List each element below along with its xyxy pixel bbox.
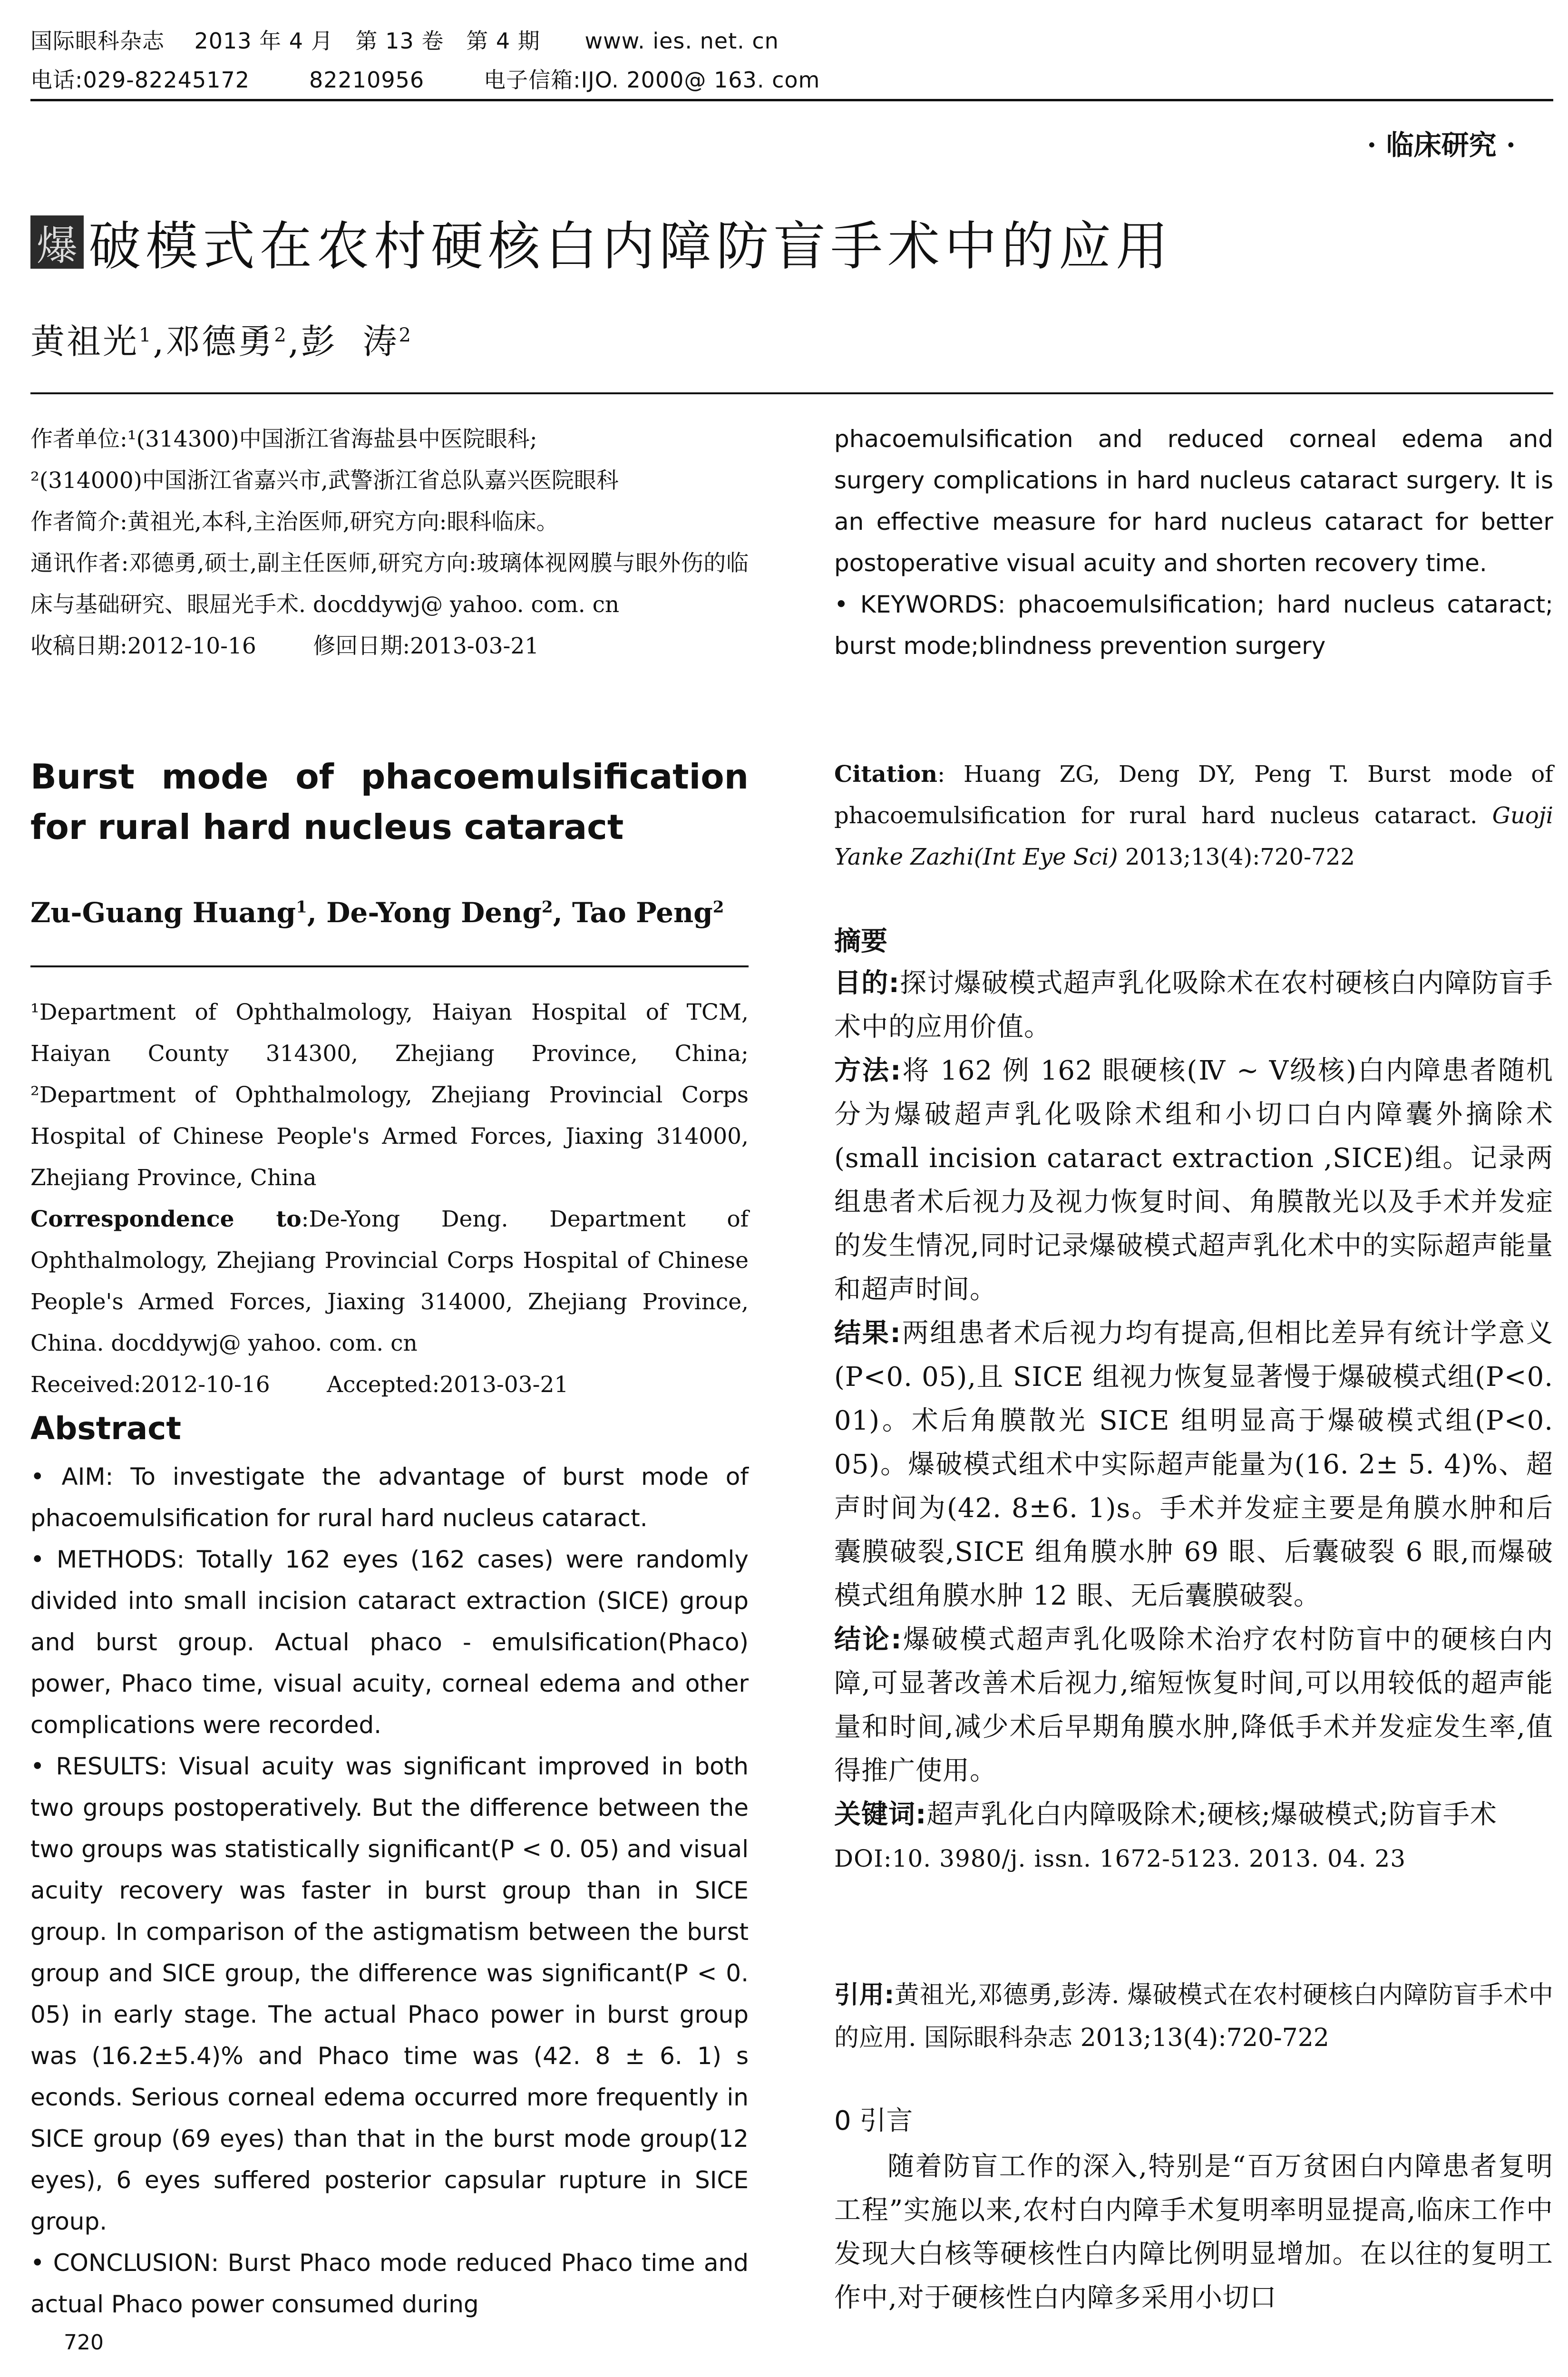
citation-label: Citation bbox=[834, 761, 938, 788]
zh-results-label: 结果: bbox=[834, 1318, 901, 1349]
en-author-2: , De-Yong Deng bbox=[307, 896, 542, 929]
english-title: Burst mode of phacoemulsification for rural hard nucleus cataract bbox=[30, 757, 749, 847]
zh-results: 两组患者术后视力均有提高,但相比差异有统计学意义(P<0. 05),且 SICE 组视力恢复显著慢于爆破模式组(P<0. 01)。术后角膜散光 SICE 组明显高于爆破模式组(P<0. 05)。爆破模式组术中实际超声能量为(16. 2± 5. 4)%、超声时间为(42. 8±6. 1)s。手术并发症主要是角膜水肿和后囊膜破裂,SICE 组角膜水肿 69 眼、后囊破裂 6 眼,而爆破模式组角膜水肿 12 眼、无后囊膜破裂。 bbox=[834, 1318, 1553, 1611]
abstract-zh-heading: 摘要 bbox=[834, 926, 887, 957]
abstract-aim: • AIM: To investigate the advantage of burst mode of phacoemulsification for rural hard nucleus cataract. bbox=[30, 1463, 749, 1532]
en-author-3-sup: 2 bbox=[712, 897, 724, 917]
abstract-conclusion-end: phacoemulsification and reduced corneal edema and surgery complications in hard nucleus cataract surgery. It is an effective measure for hard nucleus cataract for better postoperative visual acuity and shorten recovery time. bbox=[834, 425, 1553, 577]
zh-methods-label: 方法: bbox=[834, 1055, 902, 1086]
info-unit-2: ²(314000)中国浙江省嘉兴市,武警浙江省总队嘉兴医院眼科 bbox=[30, 468, 619, 494]
abstract-en-left bbox=[30, 1456, 749, 2325]
zh-citation-text: 黄祖光,邓德勇,彭涛. 爆破模式在农村硬核白内障防盲手术中的应用. 国际眼科杂志 2013;13(4):720-722 bbox=[834, 1981, 1553, 2052]
abstract-heading: Abstract bbox=[30, 1410, 181, 1447]
zh-conclusion: 爆破模式超声乳化吸除术治疗农村防盲中的硬核白内障,可显著改善术后视力,缩短恢复时间,可以用较低的超声能量和时间,减少术后早期角膜水肿,降低手术并发症发生率,值得推广使用。 bbox=[834, 1624, 1553, 1786]
abstract-methods: • METHODS: Totally 162 eyes (162 cases) were randomly divided into small incision cataract extraction (SICE) group and burst group. Actual phaco - emulsification(Phaco) power, Phaco time, visual acuity, corneal edema and other complications were recorded. bbox=[30, 1546, 749, 1739]
title-initial-badge: 爆 bbox=[30, 215, 84, 269]
affiliation-text: ¹Department of Ophthalmology, Haiyan Hospital of TCM, Haiyan County 314300, Zhejiang Province, China; ²Department of Ophthalmology, Zhejiang Provincial Corps Hospital of Chinese People's Armed Forces, Jiaxing 314000, Zhejiang Province, China bbox=[30, 999, 749, 1191]
citation-tail: 2013;13(4):720-722 bbox=[1118, 844, 1355, 870]
citation-zh bbox=[834, 1974, 1553, 2059]
doi: DOI:10. 3980/j. issn. 1672-5123. 2013. 04. 23 bbox=[834, 1845, 1406, 1872]
citation-journal: Guoji Yanke Zazhi(Int Eye Sci) bbox=[834, 802, 1553, 870]
authors-en bbox=[30, 896, 749, 929]
header-rule bbox=[30, 99, 1553, 101]
zh-methods: 将 162 例 162 眼硬核(Ⅳ ~ Ⅴ级核)白内障患者随机分为爆破超声乳化吸除术组和小切口白内障囊外摘除术(small incision cataract extraction ,SICE)组。记录两组患者术后视力及视力恢复时间、角膜散光以及手术并发症的发生情况,同时记录爆破模式超声乳化术中的实际超声能量和超声时间。 bbox=[834, 1055, 1553, 1305]
en-author-3: , Tao Peng bbox=[553, 896, 713, 929]
page-number: 720 bbox=[64, 2330, 104, 2355]
author-sep-2: , bbox=[288, 321, 301, 361]
abstract-zh bbox=[834, 962, 1553, 1880]
info-correspondence: 通讯作者:邓德勇,硕士,副主任医师,研究方向:玻璃体视网膜与眼外伤的临床与基础研究、眼屈光手术. docddywj@ yahoo. com. cn bbox=[30, 550, 749, 618]
author-1-sup: 1 bbox=[139, 324, 153, 346]
affiliations bbox=[30, 992, 749, 1405]
citation-text: : Huang ZG, Deng DY, Peng T. Burst mode of phacoemulsification for rural hard nucleus cataract. bbox=[834, 761, 1553, 829]
info-dates: 收稿日期:2012-10-16 修回日期:2013-03-21 bbox=[30, 633, 539, 659]
abstract-keywords: • KEYWORDS: phacoemulsification; hard nucleus cataract; burst mode;blindness prevention surgery bbox=[834, 591, 1553, 660]
introduction bbox=[834, 2145, 1553, 2320]
correspondence bbox=[30, 1198, 749, 1364]
abstract-results: • RESULTS: Visual acuity was significant improved in both two groups postoperatively. But the difference between the two groups was statistically significant(P < 0. 05) and visual acuity recovery was faster in burst group than in SICE group. In comparison of the astigmatism between the burst group and SICE group, the difference was significant(P < 0. 05) in early stage. The actual Phaco power in burst group was (16.2±5.4)% and Phaco time was (42. 8 ± 6. 1) s econds. Serious corneal edema occurred more frequently in SICE group (69 eyes) than that in the burst mode group(12 eyes), 6 eyes suffered posterior capsular rupture in SICE group. bbox=[30, 1753, 749, 2235]
citation-en bbox=[834, 754, 1553, 878]
zh-conclusion-label: 结论: bbox=[834, 1624, 902, 1655]
title-rule bbox=[30, 392, 1553, 394]
intro-text: 随着防盲工作的深入,特别是“百万贫困白内障患者复明工程”实施以来,农村白内障手术复明率明显提高,临床工作中发现大白核等硬核性白内障比例明显增加。在以往的复明工作中,对于硬核性白内障多采用小切口 bbox=[834, 2151, 1553, 2313]
correspondence-text: :De-Yong Deng. Department of Ophthalmology, Zhejiang Provincial Corps Hospital of Chinese People's Armed Forces, Jiaxing 314000, Zhejiang Province, China. docddywj@ yahoo. com. cn bbox=[30, 1206, 749, 1356]
author-2-sup: 2 bbox=[274, 324, 288, 346]
section-label: · 临床研究 · bbox=[1367, 129, 1516, 161]
author-info-zh bbox=[30, 419, 749, 667]
intro-heading: 0 引言 bbox=[834, 2105, 913, 2136]
info-bio: 作者简介:黄祖光,本科,主治医师,研究方向:眼科临床。 bbox=[30, 509, 559, 535]
author-3-sup: 2 bbox=[399, 324, 413, 346]
author-2: 邓德勇 bbox=[166, 321, 274, 361]
title-text: 破模式在农村硬核白内障防盲手术中的应用 bbox=[88, 216, 1173, 277]
info-unit-1: 作者单位:¹(314300)中国浙江省海盐县中医院眼科; bbox=[30, 426, 537, 452]
article-title bbox=[30, 205, 1173, 280]
zh-keywords: 超声乳化白内障吸除术;硬核;爆破模式;防盲手术 bbox=[926, 1799, 1498, 1830]
authors-zh bbox=[30, 314, 413, 363]
author-3: 彭 涛 bbox=[301, 321, 399, 361]
en-author-2-sup: 2 bbox=[541, 897, 553, 917]
affiliation-rule bbox=[30, 965, 749, 967]
zh-aim-label: 目的: bbox=[834, 968, 900, 999]
zh-keywords-label: 关键词: bbox=[834, 1799, 927, 1830]
abstract-en-right bbox=[834, 419, 1553, 667]
zh-citation-label: 引用: bbox=[834, 1981, 895, 2009]
en-author-1: Zu-Guang Huang bbox=[30, 896, 296, 929]
zh-aim: 探讨爆破模式超声乳化吸除术在农村硬核白内障防盲手术中的应用价值。 bbox=[834, 968, 1553, 1042]
author-1: 黄祖光 bbox=[30, 321, 139, 361]
journal-header-line2: 电话:029-82245172 82210956 电子信箱:IJO. 2000@ 163. com bbox=[30, 67, 820, 93]
en-author-1-sup: 1 bbox=[296, 897, 307, 917]
author-sep-1: , bbox=[153, 321, 166, 361]
abstract-conclusion-start: • CONCLUSION: Burst Phaco mode reduced Phaco time and actual Phaco power consumed during bbox=[30, 2249, 749, 2318]
received-accepted: Received:2012-10-16 Accepted:2013-03-21 bbox=[30, 1372, 569, 1398]
journal-header-line1: 国际眼科杂志 2013 年 4 月 第 13 卷 第 4 期 www. ies. net. cn bbox=[30, 28, 779, 54]
correspondence-label: Correspondence to bbox=[30, 1206, 302, 1232]
